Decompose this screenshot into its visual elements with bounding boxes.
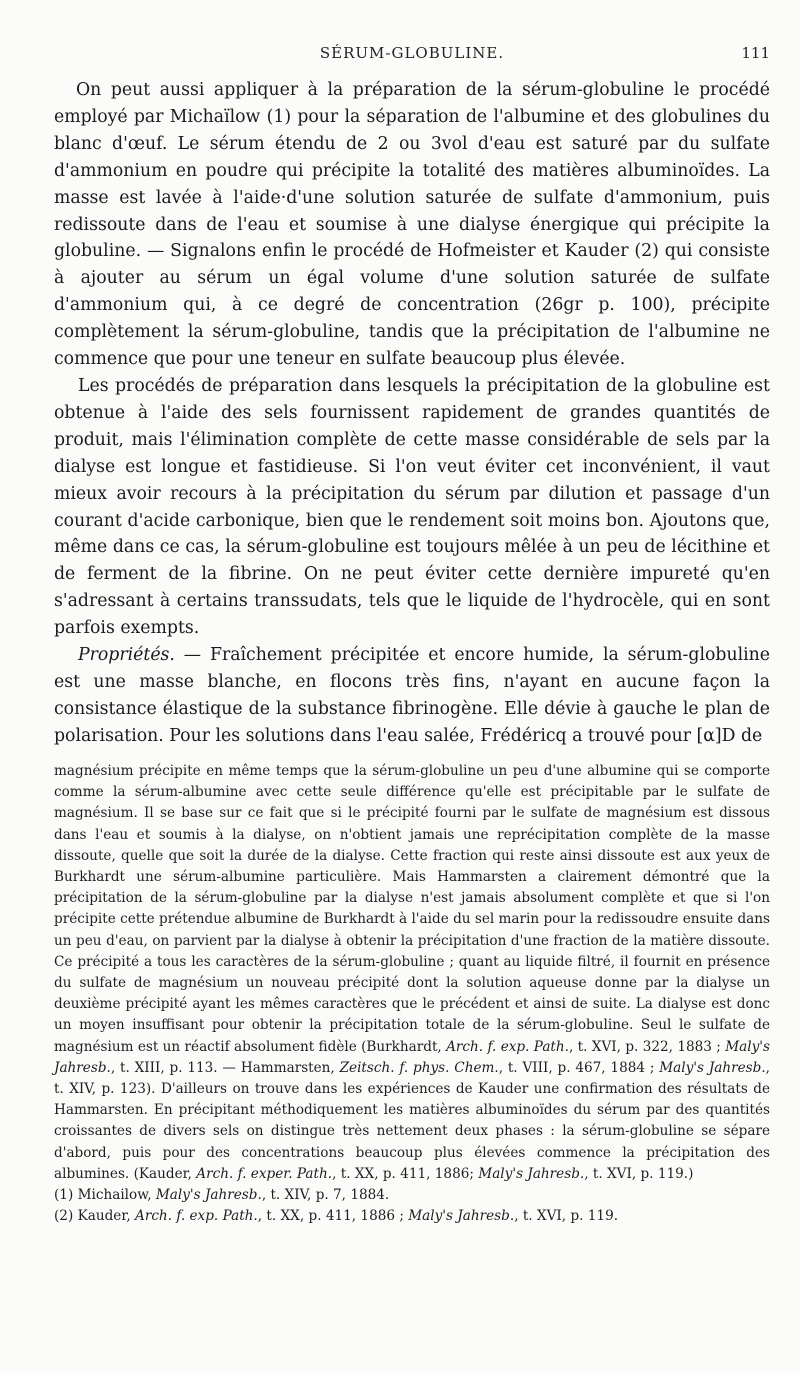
footnote-1: [54, 1185, 770, 1206]
citation-journal: Maly's Jahresb.: [155, 1187, 262, 1204]
citation-detail: , t. XIV, p. 7, 1884.: [261, 1187, 390, 1204]
citation-detail: , t. VIII, p. 467, 1884 ;: [498, 1059, 660, 1076]
citation-detail: , t. XX, p. 411, 1886 ;: [257, 1208, 409, 1225]
citation-detail: , t. XIV, p. 123). D'ailleurs on trouve dans les expériences de Kauder une confirmation des résultats de Hammarsten. En précipitant méthodiquement les matières albuminoïdes du sérum par des quantités croissantes de divers sels on distingue très nettement deux phases : la sérum-globuline se sépare d'abord, puis pour des concentrations beaucoup plus élevées commence la précipitation des albumines. (Kauder,: [54, 1059, 770, 1182]
citation-detail: , t. XIII, p. 113. — Hammarsten,: [110, 1059, 340, 1076]
footnote-author: Michailow,: [73, 1187, 156, 1204]
footnote-continuation: [54, 761, 770, 1185]
page-header: [54, 44, 770, 68]
footnotes: [54, 761, 770, 1227]
citation-journal: Arch. f. exp. Path.: [446, 1038, 569, 1055]
citation-detail: , t. XX, p. 411, 1886;: [332, 1165, 479, 1182]
footnote-marker: (2): [54, 1208, 74, 1225]
citation-detail: , t. XVI, p. 119.: [514, 1208, 619, 1225]
citation-journal: Arch. f. exper. Path.: [196, 1165, 333, 1182]
properties-heading: Propriétés.: [78, 645, 175, 666]
citation-journal: Maly's Jahresb.: [54, 1038, 770, 1076]
citation-journal: Maly's Jahresb.: [478, 1165, 585, 1182]
page-number: 111: [741, 44, 770, 62]
footnote-marker: (1): [54, 1187, 74, 1204]
properties-text: — Fraîchement précipitée et encore humide, la sérum-globuline est une masse blanche, en flocons très fins, n'ayant en aucune façon la consistance élastique de la substance fibrinogène. Elle dévie à gauche le plan de polarisation. Pour les solutions dans l'eau salée, Frédéricq a trouvé pour [α]D de: [54, 645, 770, 746]
running-title: SÉRUM-GLOBULINE.: [319, 44, 505, 62]
paragraph-procedures: Les procédés de préparation dans lesquels la précipitation de la globuline est obtenue à l'aide des sels fournissent rapidement de grandes quantités de produit, mais l'élimination complète de cette masse considérable de sels par la dialyse est longue et fastidieuse. Si l'on veut éviter cet inconvénient, il vaut mieux avoir recours à la précipitation du sérum par dilution et passage d'un courant d'acide carbonique, bien que le rendement soit moins bon. Ajoutons que, même dans ce cas, la sérum-globuline est toujours mêlée à un peu de lécithine et de ferment de la fibrine. On ne peut éviter cette dernière impureté qu'en s'adressant à certains transsudats, tels que le liquide de l'hydrocèle, qui en sont parfois exempts.: [54, 375, 770, 639]
citation-detail: , t. XVI, p. 119.): [584, 1165, 694, 1182]
footnote-text: magnésium précipite en même temps que la sérum-globuline un peu d'une albumine qui se comporte comme la sérum-albumine avec cette seule différence qu'elle est précipitable par le sulfate de magnésium. Il se base sur ce fait que si le précipité fourni par le sulfate de magnésium est dissous dans l'eau et soumis à la dialyse, on n'obtient jamais une reprécipitation complète de la masse dissoute, quelle que soit la durée de la dialyse. Cette fraction qui reste ainsi dissoute est aux yeux de Burkhardt une sérum-albumine particulière. Mais Hammarsten a clairement démontré que la précipitation de la sérum-globuline par la dialyse n'est jamais absolument complète et que si l'on précipite cette prétendue albumine de Burkhardt à l'aide du sel marin pour la redissoudre ensuite dans un peu d'eau, on parvient par la dialyse à obtenir la précipitation d'une fraction de la matière dissoute. Ce précipité a tous les caractères de la sérum-globuline ; quant au liquide filtré, il fournit en présence du sulfate de magnésium un nouveau précipité dont la solution aqueuse donne par la dialyse un deuxième précipité ayant les mêmes caractères que le précédent et ainsi de suite. La dialyse est donc un moyen insuffisant pour obtenir la précipitation totale de la sérum-globuline. Seul le sulfate de magnésium est un réactif absolument fidèle (Burkhardt,: [54, 763, 770, 1055]
main-text: [54, 77, 770, 750]
paragraph-properties: [54, 642, 770, 750]
citation-journal: Arch. f. exp. Path.: [135, 1208, 258, 1225]
citation-journal: Zeitsch. f. phys. Chem.: [339, 1059, 499, 1076]
footnote-2: [54, 1206, 770, 1227]
citation-journal: Maly's Jahresb.: [408, 1208, 515, 1225]
citation-detail: , t. XVI, p. 322, 1883 ;: [568, 1038, 726, 1055]
paragraph-preparation: On peut aussi appliquer à la préparation de la sérum-globuline le procédé employé par Michaïlow (1) pour la séparation de l'albumine et des globulines du blanc d'œuf. Le sérum étendu de 2 ou 3vol d'eau est saturé par du sulfate d'ammonium en poudre qui précipite la totalité des matières albuminoïdes. La masse est lavée à l'aide·d'une solution saturée de sulfate d'ammonium, puis redissoute dans de l'eau et soumise à une dialyse énergique qui précipite la globuline. — Signalons enfin le procédé de Hofmeister et Kauder (2) qui consiste à ajouter au sérum un égal volume d'une solution saturée de sulfate d'ammonium qui, à ce degré de concentration (26gr p. 100), précipite complètement la sérum-globuline, tandis que la précipitation de l'albumine ne commence que pour une teneur en sulfate beaucoup plus élevée.: [54, 80, 770, 370]
citation-journal: Maly's Jahresb.: [659, 1059, 766, 1076]
footnote-author: Kauder,: [73, 1208, 135, 1225]
